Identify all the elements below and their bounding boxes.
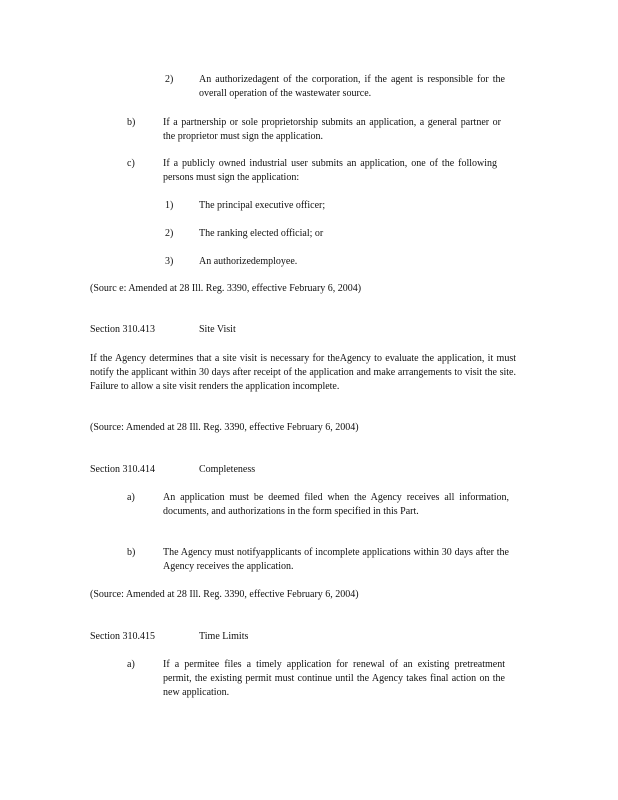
list-marker: c) xyxy=(127,158,135,169)
list-item-text: The principal executive officer; xyxy=(199,200,326,211)
section-title: Site Visit xyxy=(199,324,236,335)
source-note: (Source: Amended at 28 Ill. Reg. 3390, effective February 6, 2004) xyxy=(90,422,359,433)
list-marker: a) xyxy=(127,492,135,503)
list-item-text: The Agency must notifyapplicants of incomplete applications within 30 days after the Agency receives the application. xyxy=(163,547,509,572)
section-title: Completeness xyxy=(199,464,256,475)
list-item-text: An authorizedemployee. xyxy=(199,256,298,267)
section-number: Section 310.415 xyxy=(90,631,155,642)
section-title: Time Limits xyxy=(199,631,249,642)
list-marker: 2) xyxy=(165,74,174,85)
list-item-text: If a permitee files a timely application for renewal of an existing pretreatment permit, the existing permit must continue until the Agency takes final action on the new application. xyxy=(163,659,505,698)
list-marker: b) xyxy=(127,547,136,558)
list-item-text: An application must be deemed filed when the Agency receives all information, documents, and authorizations in the form specified in this Part. xyxy=(163,492,509,517)
list-item-text: If a partnership or sole proprietorship submits an application, a general partner or the proprietor must sign the application. xyxy=(163,117,501,142)
list-marker: 1) xyxy=(165,200,174,211)
list-item-text: If a publicly owned industrial user submits an application, one of the following persons must sign the application: xyxy=(163,158,497,183)
list-marker: a) xyxy=(127,659,135,670)
list-marker: b) xyxy=(127,117,136,128)
list-item-text: The ranking elected official; or xyxy=(199,228,324,239)
source-note: (Source: Amended at 28 Ill. Reg. 3390, effective February 6, 2004) xyxy=(90,589,359,600)
list-marker: 2) xyxy=(165,228,174,239)
list-marker: 3) xyxy=(165,256,174,267)
section-number: Section 310.414 xyxy=(90,464,155,475)
section-number: Section 310.413 xyxy=(90,324,155,335)
list-item-text: An authorizedagent of the corporation, if the agent is responsible for the overall operation of the wastewater source. xyxy=(199,74,505,99)
section-body: If the Agency determines that a site visit is necessary for theAgency to evaluate the application, it must notify the applicant within 30 days after receipt of the application and make arrangements to visit the site. Failure to allow a site visit renders the application incomplete. xyxy=(90,353,516,392)
source-note: (Sourc e: Amended at 28 Ill. Reg. 3390, effective February 6, 2004) xyxy=(90,283,362,294)
